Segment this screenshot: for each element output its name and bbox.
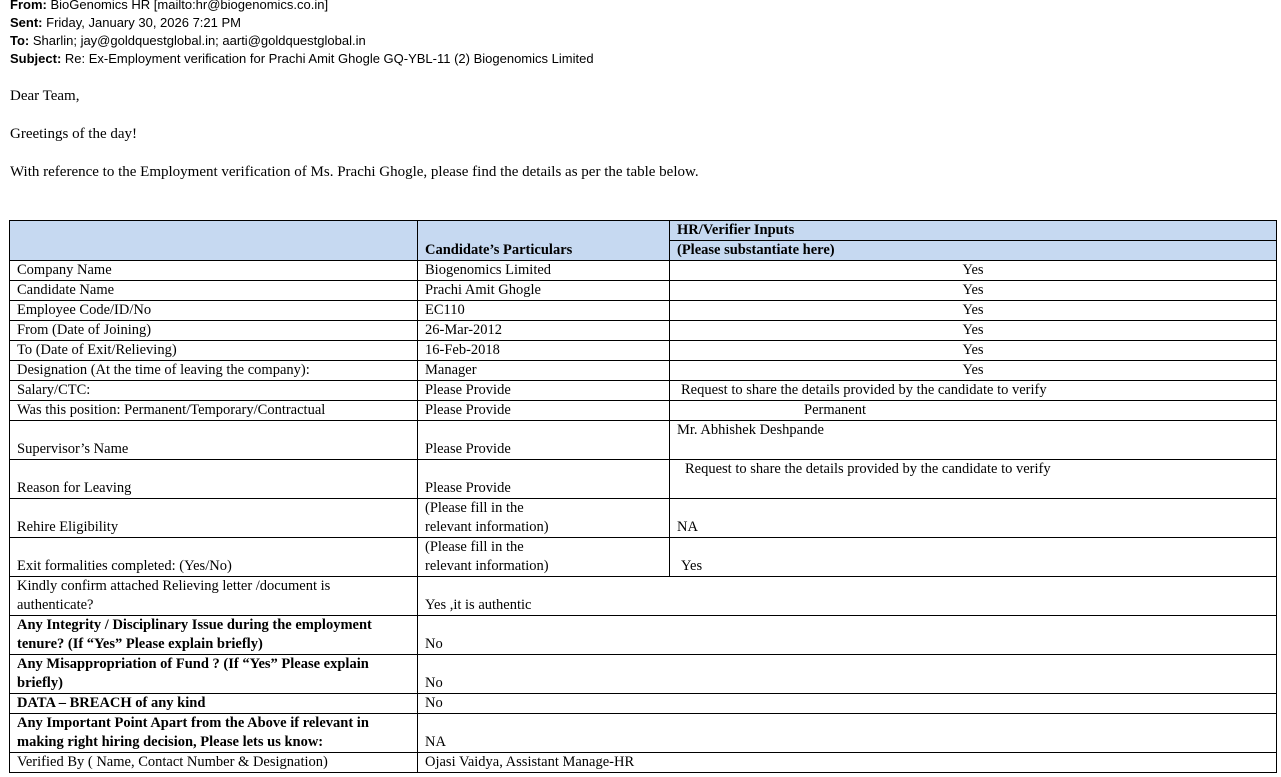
candidate-particulars-header: Candidate’s Particulars — [418, 221, 670, 261]
hr-inputs-header: HR/Verifier Inputs — [670, 221, 1277, 241]
table-row — [10, 577, 1277, 616]
row-label: Reason for Leaving — [10, 460, 418, 499]
candidate-value: Please Provide — [418, 460, 670, 499]
sent-value: Friday, January 30, 2026 7:21 PM — [46, 15, 241, 30]
greeting: Greetings of the day! — [10, 126, 138, 142]
table-row — [10, 694, 1277, 714]
table-row — [10, 261, 1277, 281]
table-row — [10, 281, 1277, 301]
substantiate-header: (Please substantiate here) — [670, 241, 1277, 261]
candidate-value: EC110 — [418, 301, 670, 321]
row-label: Any Important Point Apart from the Above if relevant in making right hiring decision, Please lets us know: — [10, 714, 418, 753]
row-label: To (Date of Exit/Relieving) — [10, 341, 418, 361]
table-row — [10, 301, 1277, 321]
to-value: Sharlin; jay@goldquestglobal.in; aarti@goldquestglobal.in — [32, 33, 366, 48]
table-row — [10, 401, 1277, 421]
from-value: BioGenomics HR [mailto:hr@biogenomics.co.in] — [50, 0, 329, 12]
candidate-value: 16-Feb-2018 — [418, 341, 670, 361]
row-label: Salary/CTC: — [10, 381, 418, 401]
subject-value: Re: Ex-Employment verification for Prachi Amit Ghogle GQ-YBL-11 (2) Biogenomics Limited — [64, 51, 594, 66]
table-row — [10, 538, 1277, 577]
sent-label: Sent: — [10, 15, 43, 30]
candidate-value: Biogenomics Limited — [418, 261, 670, 281]
header-row-1 — [10, 221, 1277, 241]
candidate-value: Please Provide — [418, 401, 670, 421]
row-label: Rehire Eligibility — [10, 499, 418, 538]
candidate-value: (Please fill in the relevant information) — [418, 499, 670, 538]
row-label: Candidate Name — [10, 281, 418, 301]
table-row — [10, 421, 1277, 460]
row-label: Any Integrity / Disciplinary Issue during the employment tenure? (If “Yes” Please explain briefly) — [10, 616, 418, 655]
hr-value: Mr. Abhishek Deshpande — [670, 421, 1277, 460]
row-label: Supervisor’s Name — [10, 421, 418, 460]
hr-value: Permanent — [670, 401, 1277, 421]
candidate-value: No — [418, 655, 1277, 694]
hr-value: Yes — [670, 341, 1277, 361]
hr-value: Yes — [670, 361, 1277, 381]
to-line — [10, 32, 366, 50]
candidate-value: No — [418, 616, 1277, 655]
candidate-value: Yes ,it is authentic — [418, 577, 1277, 616]
to-label: To: — [10, 33, 30, 48]
table-row — [10, 381, 1277, 401]
candidate-value: Please Provide — [418, 421, 670, 460]
candidate-value: No — [418, 694, 1277, 714]
row-label: Exit formalities completed: (Yes/No) — [10, 538, 418, 577]
hr-value: Yes — [670, 538, 1277, 577]
table-row — [10, 655, 1277, 694]
hr-value: Yes — [670, 301, 1277, 321]
row-label: DATA – BREACH of any kind — [10, 694, 418, 714]
hr-value: Yes — [670, 261, 1277, 281]
candidate-value: NA — [418, 714, 1277, 753]
row-label: Was this position: Permanent/Temporary/Contractual — [10, 401, 418, 421]
hr-value: NA — [670, 499, 1277, 538]
row-label: Designation (At the time of leaving the company): — [10, 361, 418, 381]
row-label: Employee Code/ID/No — [10, 301, 418, 321]
candidate-value: Prachi Amit Ghogle — [418, 281, 670, 301]
candidate-value: 26-Mar-2012 — [418, 321, 670, 341]
table-row — [10, 753, 1277, 773]
verification-table — [9, 220, 1277, 773]
candidate-value: Manager — [418, 361, 670, 381]
row-label: Verified By ( Name, Contact Number & Designation) — [10, 753, 418, 773]
candidate-value: (Please fill in the relevant information) — [418, 538, 670, 577]
table-row — [10, 714, 1277, 753]
salutation: Dear Team, — [10, 88, 80, 104]
hr-value: Yes — [670, 281, 1277, 301]
subject-label: Subject: — [10, 51, 62, 66]
table-row — [10, 460, 1277, 499]
candidate-value: Ojasi Vaidya, Assistant Manage-HR — [418, 753, 1277, 773]
candidate-value: Please Provide — [418, 381, 670, 401]
hr-value: Yes — [670, 321, 1277, 341]
hr-value: Request to share the details provided by the candidate to verify — [670, 381, 1277, 401]
header-blank-cell — [10, 221, 418, 261]
table-row — [10, 321, 1277, 341]
row-label: From (Date of Joining) — [10, 321, 418, 341]
table-row — [10, 616, 1277, 655]
from-label: From: — [10, 0, 47, 12]
row-label: Company Name — [10, 261, 418, 281]
hr-value: Request to share the details provided by the candidate to verify — [670, 460, 1277, 499]
from-line — [10, 0, 328, 14]
subject-line — [10, 50, 594, 68]
table-row — [10, 341, 1277, 361]
sent-line — [10, 14, 241, 32]
table-row — [10, 499, 1277, 538]
table-row — [10, 361, 1277, 381]
intro-text: With reference to the Employment verification of Ms. Prachi Ghogle, please find the details as per the table below. — [10, 164, 699, 180]
row-label: Any Misappropriation of Fund ? (If “Yes” Please explain briefly) — [10, 655, 418, 694]
row-label: Kindly confirm attached Relieving letter /document is authenticate? — [10, 577, 418, 616]
